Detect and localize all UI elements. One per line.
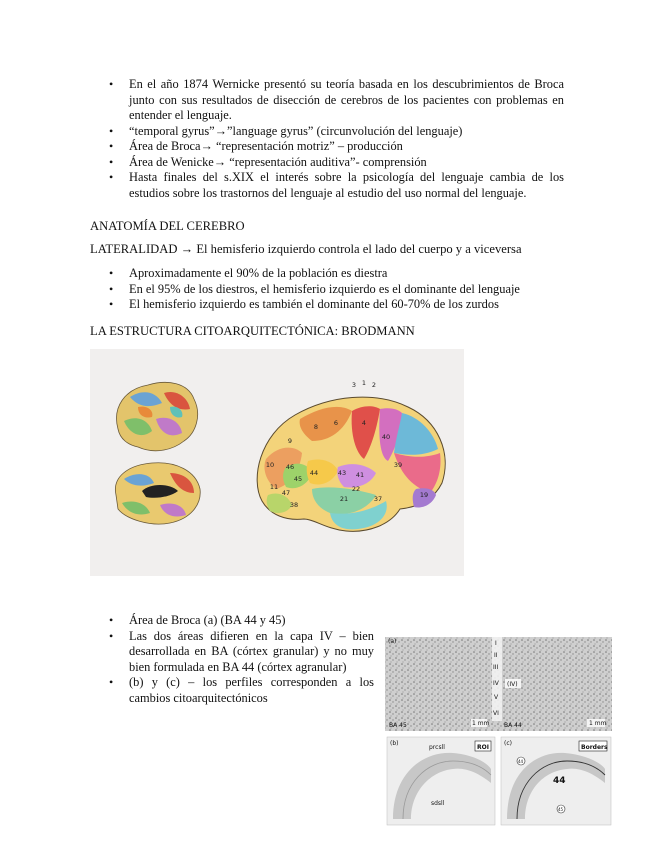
marker-45: 45 [558,807,564,812]
ba44-label: BA 44 [504,722,522,729]
layer-label: V [494,694,499,701]
sdsll-label: sdsll [431,800,445,807]
layer-label: I [495,640,497,647]
list-item: • El hemisferio izquierdo es también el dominante del 60-70% de los zurdos [109,297,569,313]
ba45-label: BA 45 [389,722,407,729]
layer-label: III [493,664,499,671]
list-item: • En el año 1874 Wernicke presentó su teoría basada en los descubrimientos de Broca junto con sus resultados de disección de cerebros de los pacientes con problemas en entender el lenguaje. [109,77,564,124]
area-number: 4 [361,419,367,427]
histology-panel-b [387,737,495,825]
area-number: 45 [293,475,303,483]
list-item: • Aproximadamente el 90% de la población es diestra [109,266,569,282]
history-list [109,77,564,201]
area-number: 37 [373,495,383,503]
area-number: 40 [381,433,391,441]
small-medial-brain-image [115,463,200,524]
layer-label: II [494,652,498,659]
marker-44: 44 [518,759,524,764]
area-number: 21 [339,495,349,503]
anatomy-heading: ANATOMÍA DEL CEREBRO [90,219,245,233]
area-number: 39 [393,461,403,469]
area-number: 43 [337,469,347,477]
panel-b-label: (b) [390,740,399,747]
list-item: • Área de Wenicke→ “representación auditiva”- comprensión [109,155,564,171]
list-item: • “temporal gyrus”→”language gyrus” (circunvolución del lenguaje) [109,124,564,140]
area-number: 19 [419,491,429,499]
histology-figure [383,633,614,829]
precsll-label: prcsll [429,744,445,751]
layer-label: VI [493,710,499,717]
area-number: 1 [361,379,367,387]
list-item: • Área de Broca (a) (BA 44 y 45) [109,613,374,629]
area-number: 38 [289,501,299,509]
area-number: 47 [281,489,291,497]
histology-panel-c [501,737,611,825]
list-item: • Área de Broca→ “representación motriz” – producción [109,139,564,155]
panel-a-label: (a) [388,638,397,645]
area-number: 11 [269,483,279,491]
roi-label: ROI [477,744,489,751]
area-44-label: 44 [553,776,566,786]
laterality-list [109,266,569,313]
area-number: 3 [351,381,357,389]
area-number: 8 [313,423,319,431]
area-number: 9 [287,437,293,445]
list-item: • En el 95% de los diestros, el hemisferio izquierdo es el dominante del lenguaje [109,282,569,298]
area-number: 44 [309,469,319,477]
area-number: 10 [265,461,275,469]
area-number: 41 [355,471,365,479]
broca-list [109,613,374,706]
area-number: 22 [351,485,361,493]
layer-label: IV [493,680,499,687]
scale-label: 1 mm [472,720,490,727]
list-item: • (b) y (c) – los perfiles corresponden a los cambios citoarquitectónicos [109,675,374,706]
borders-label: Borders [581,744,608,751]
list-item: • Hasta finales del s.XIX el interés sobre la psicología del lenguaje cambia de los estudios sobre los trastornos del lenguaje al estudio del uso normal del lenguaje. [109,170,564,201]
laterality-heading: LATERALIDAD → El hemisferio izquierdo controla el lado del cuerpo y a viceversa [90,242,522,256]
area-number: 46 [285,463,295,471]
scale-label: 1 mm [589,720,607,727]
list-item: • Las dos áreas difieren en la capa IV – bien desarrollada en BA (córtex granular) y no muy bien formulada en BA 44 (córtex agranular) [109,629,374,676]
area-number: 2 [371,381,377,389]
layer-iv-mark: (IV) [507,681,518,688]
panel-c-label: (c) [504,740,512,747]
brodmann-heading: LA ESTRUCTURA CITOARQUITECTÓNICA: BRODMANN [90,324,415,338]
brodmann-figure [90,349,464,576]
area-number: 6 [333,419,339,427]
